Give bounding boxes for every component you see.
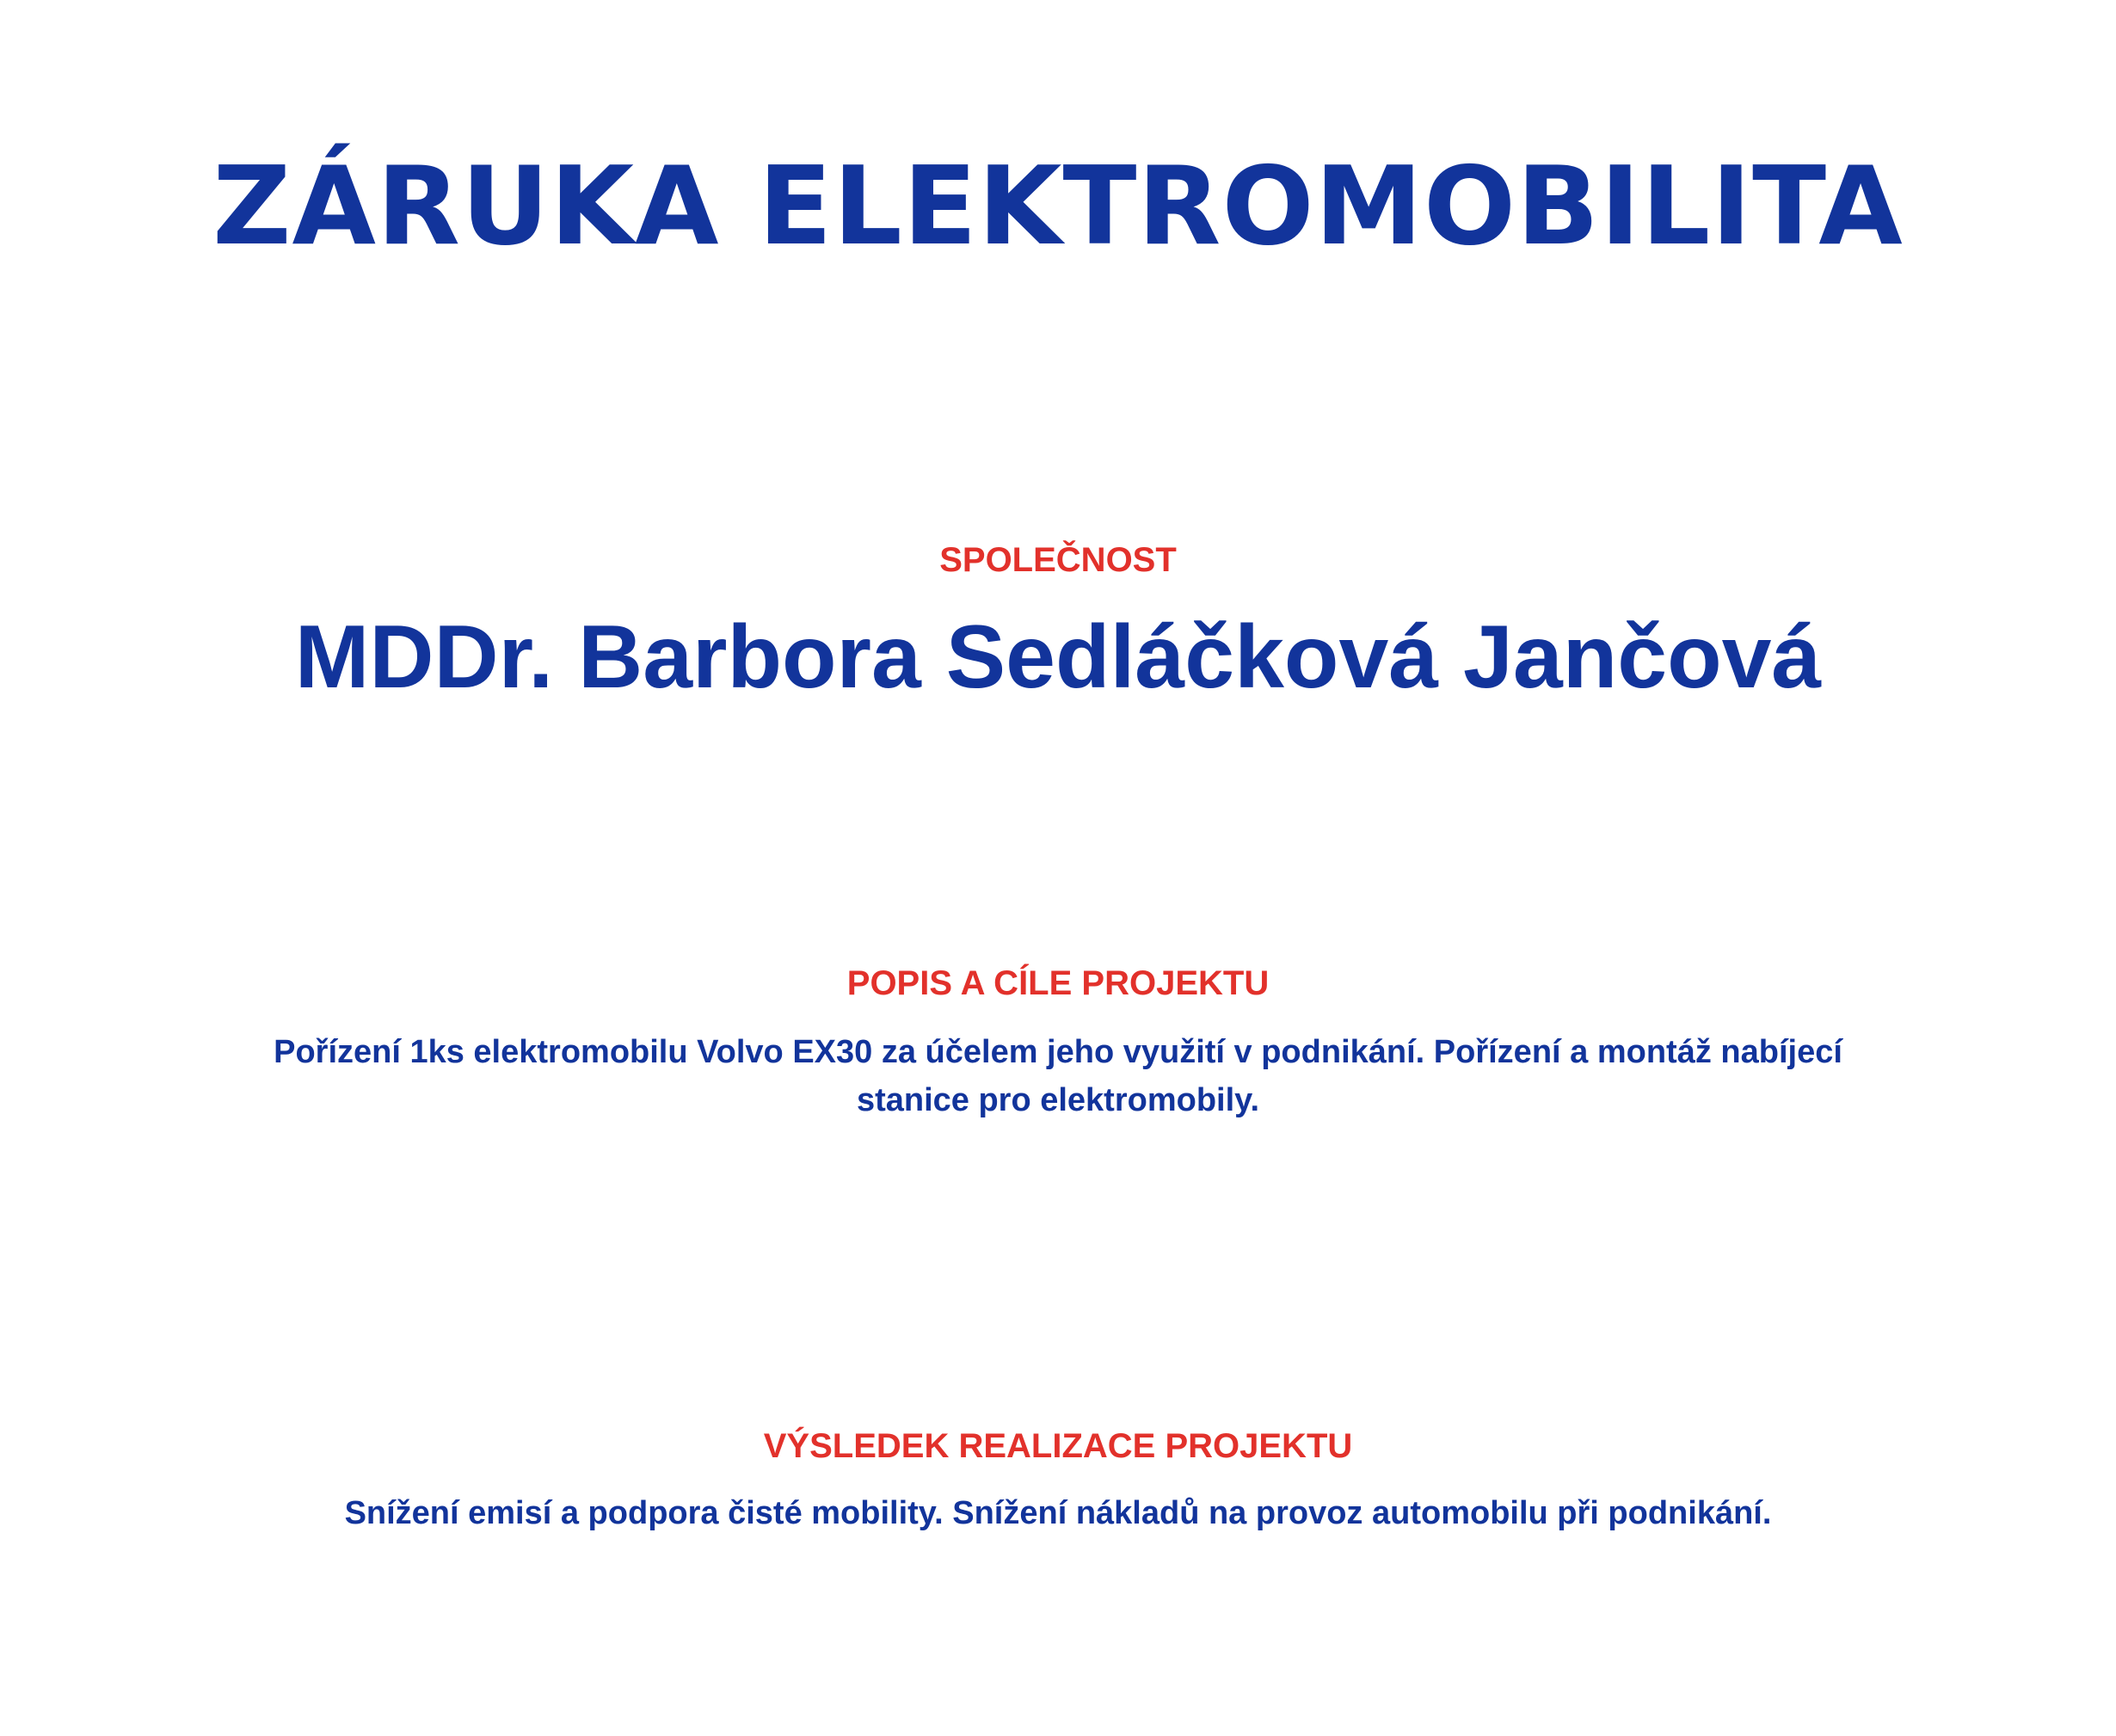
- project-result-text: Snížení emisí a podpora čisté mobility. Snížení nákladů na provoz automobilu při podnikání.: [344, 1495, 1772, 1531]
- project-description-text: Pořízení 1ks elektromobilu Volvo EX30 za účelem jeho využití v podnikání. Pořízení a montáž nabíjecí stanice pro elektromobily.: [274, 1034, 1842, 1118]
- company-name: MDDr. Barbora Sedláčková Jančová: [294, 607, 1822, 707]
- project-result-label: VÝSLEDEK REALIZACE PROJEKTU: [763, 1427, 1353, 1465]
- page-title: ZÁRUKA ELEKTROMOBILITA: [212, 143, 1904, 269]
- project-description-label: POPIS A CÍLE PROJEKTU: [846, 964, 1270, 1002]
- company-label: SPOLEČNOST: [939, 541, 1177, 579]
